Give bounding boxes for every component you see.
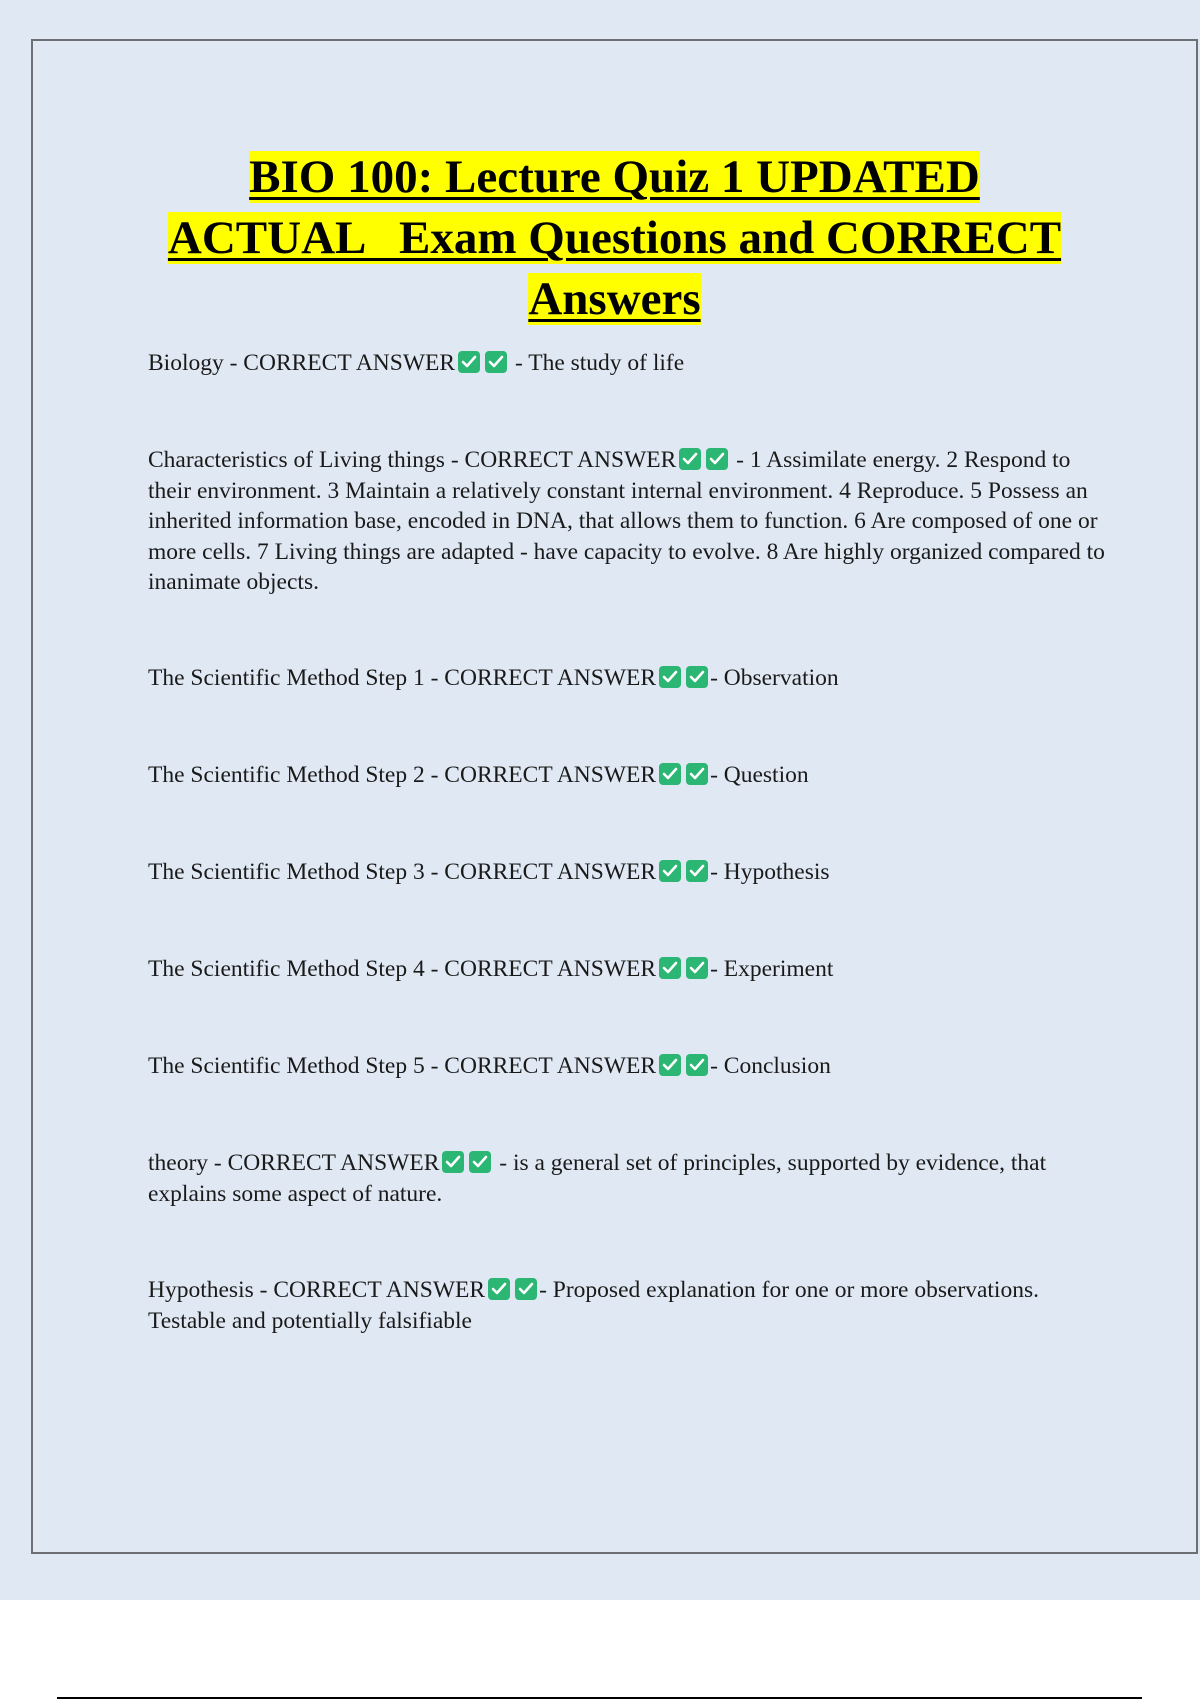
check-mark-icon — [458, 351, 480, 373]
check-mark-icon — [679, 448, 701, 470]
qa-entry-method-step-3 — [148, 857, 1118, 888]
entry-term: The Scientific Method Step 2 - CORRECT ANSWER — [148, 762, 657, 788]
entry-term: The Scientific Method Step 5 - CORRECT ANSWER — [148, 1053, 657, 1079]
qa-entry-hypothesis — [148, 1275, 1118, 1336]
document-page — [31, 39, 1198, 1554]
check-mark-icon — [515, 1278, 537, 1300]
entry-definition: - Experiment — [710, 956, 834, 982]
entry-term: Biology - CORRECT ANSWER — [148, 350, 456, 376]
entry-definition: - Conclusion — [710, 1053, 831, 1079]
qa-entry-method-step-2 — [148, 760, 1118, 791]
entry-definition: - 1 Assimilate energy. 2 Respond to their environment. 3 Maintain a relatively constant internal environment. 4 Reproduce. 5 Possess an inherited information base, encoded in DNA, that allows them to function. 6 Are composed of one or more cells. 7 Living things are adapted - have capacity to evolve. 8 Are highly organized compared to inanimate objects. — [148, 447, 1105, 595]
document-title — [33, 147, 1196, 330]
entry-definition: - Proposed explanation for one or more observations. Testable and potentially falsifiable — [148, 1277, 1039, 1334]
check-mark-icon — [686, 957, 708, 979]
qa-entry-method-step-5 — [148, 1051, 1118, 1082]
entry-term: The Scientific Method Step 3 - CORRECT ANSWER — [148, 859, 657, 885]
check-mark-icon — [488, 1278, 510, 1300]
check-mark-icon — [686, 1054, 708, 1076]
entry-definition: - Hypothesis — [710, 859, 830, 885]
title-line-3: Answers — [528, 273, 701, 325]
check-mark-icon — [659, 1054, 681, 1076]
check-mark-icon — [686, 666, 708, 688]
qa-entry-biology — [148, 348, 1118, 379]
check-mark-icon — [659, 666, 681, 688]
check-mark-icon — [469, 1151, 491, 1173]
entry-term: Hypothesis - CORRECT ANSWER — [148, 1277, 486, 1303]
qa-entry-characteristics — [148, 445, 1118, 598]
check-mark-icon — [706, 448, 728, 470]
entry-term: Characteristics of Living things - CORRECT ANSWER — [148, 447, 677, 473]
entry-definition: - Observation — [710, 665, 839, 691]
title-line-2: ACTUAL Exam Questions and CORRECT — [167, 212, 1062, 264]
check-mark-icon — [686, 860, 708, 882]
check-mark-icon — [442, 1151, 464, 1173]
check-mark-icon — [686, 763, 708, 785]
entry-term: The Scientific Method Step 1 - CORRECT ANSWER — [148, 665, 657, 691]
qa-entry-method-step-1 — [148, 663, 1118, 694]
entry-term: theory - CORRECT ANSWER — [148, 1150, 440, 1176]
check-mark-icon — [485, 351, 507, 373]
entry-definition: - is a general set of principles, supported by evidence, that explains some aspect of nature. — [148, 1150, 1047, 1207]
qa-entry-theory — [148, 1148, 1118, 1209]
entry-term: The Scientific Method Step 4 - CORRECT ANSWER — [148, 956, 657, 982]
title-line-1: BIO 100: Lecture Quiz 1 UPDATED — [249, 151, 980, 203]
qa-entry-method-step-4 — [148, 954, 1118, 985]
entry-definition: - Question — [710, 762, 809, 788]
check-mark-icon — [659, 957, 681, 979]
check-mark-icon — [659, 763, 681, 785]
check-mark-icon — [659, 860, 681, 882]
footer-rule — [57, 1697, 1142, 1699]
entry-definition: - The study of life — [514, 350, 685, 376]
